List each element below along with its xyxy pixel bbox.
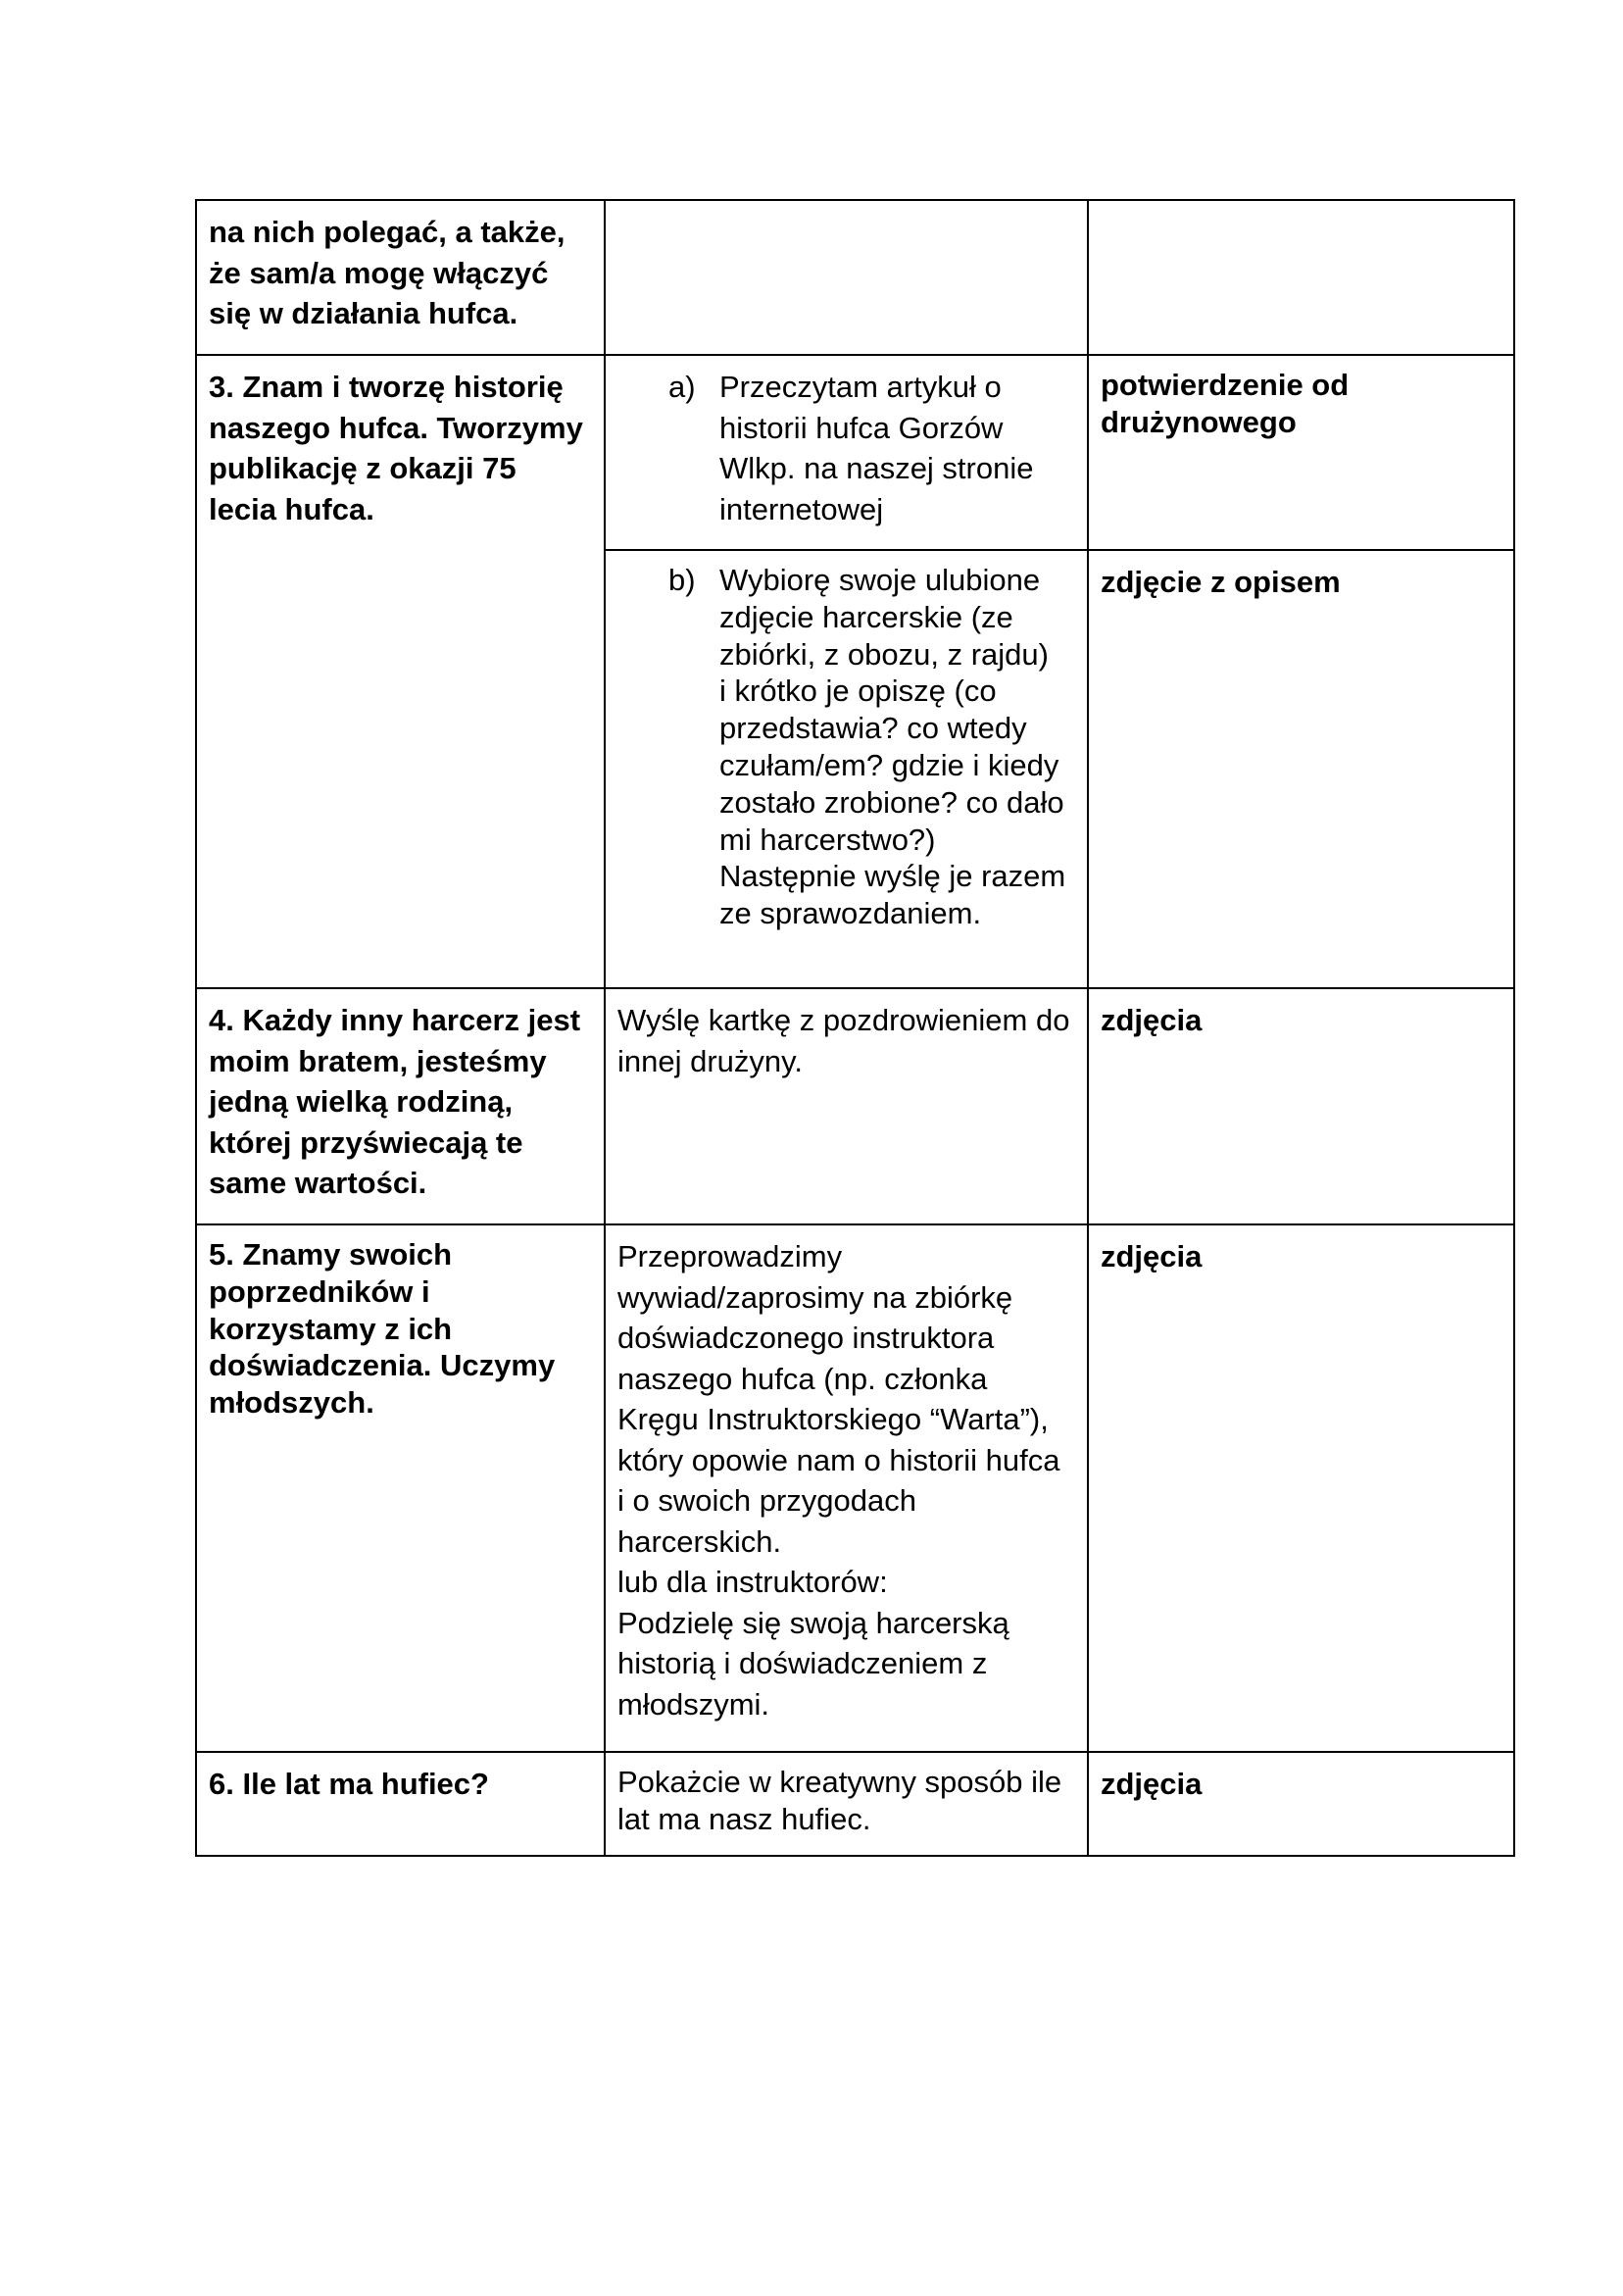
task-cell (605, 550, 1088, 988)
task-text: Przeprowadzimy (617, 1239, 843, 1273)
goal-cell (196, 200, 605, 355)
proof-cell (1088, 1752, 1514, 1856)
task-text: wywiad/zaprosimy na zbiórkę (617, 1279, 1013, 1315)
goal-text: jedną wielką rodziną, (209, 1084, 514, 1119)
proof-text: zdjęcie z opisem (1101, 565, 1341, 599)
goal-text: same wartości. (209, 1166, 427, 1200)
table-row (196, 200, 1514, 355)
goal-cell (196, 988, 605, 1224)
goal-text: poprzedników i (209, 1273, 430, 1309)
task-text: historii hufca Gorzów (719, 410, 1004, 445)
task-text: Przeczytam artykuł o (719, 370, 1002, 404)
table-row (196, 1224, 1514, 1752)
task-text: zostało zrobione? co dało (719, 784, 1064, 820)
goal-text: doświadczenia. Uczymy (209, 1348, 556, 1383)
task-text: doświadczonego instruktora (617, 1321, 995, 1355)
proof-text: drużynowego (1101, 404, 1297, 439)
goal-cell (196, 1224, 605, 1752)
table-row (196, 355, 1514, 550)
goal-cell (196, 355, 605, 988)
task-cell (605, 1752, 1088, 1856)
proof-cell (1088, 988, 1514, 1224)
goal-text: publikację z okazji 75 (209, 451, 516, 485)
task-text: zbiórki, z obozu, z rajdu) (719, 636, 1049, 672)
proof-cell (1088, 355, 1514, 550)
goal-text: 6. Ile lat ma hufiec? (209, 1767, 489, 1801)
proof-text: zdjęcia (1101, 1239, 1203, 1273)
goal-text: korzystamy z ich (209, 1311, 453, 1346)
option-letter: b) (668, 563, 696, 597)
task-text: młodszymi. (617, 1686, 770, 1722)
task-text: Wyślę kartkę z pozdrowieniem do (617, 1003, 1070, 1037)
table-row (196, 1752, 1514, 1856)
task-cell (605, 988, 1088, 1224)
task-text: zdjęcie harcerskie (ze (719, 599, 1013, 634)
task-cell (605, 200, 1088, 355)
task-text: naszego hufca (np. członka (617, 1361, 988, 1396)
task-text: historią i doświadczeniem z (617, 1646, 988, 1680)
proof-cell (1088, 1224, 1514, 1752)
task-option-a (617, 367, 1075, 529)
goal-text: młodszych. (209, 1385, 374, 1421)
goal-cell (196, 1752, 605, 1856)
task-text: Pokażcie w kreatywny sposób ile (617, 1765, 1062, 1799)
goal-text: 5. Znamy swoich (209, 1237, 453, 1272)
proof-cell (1088, 550, 1514, 988)
task-text: czułam/em? gdzie i kiedy (719, 747, 1059, 782)
task-text: lat ma nasz hufiec. (617, 1801, 871, 1836)
task-text: innej drużyny. (617, 1043, 803, 1078)
goal-text: lecia hufca. (209, 491, 374, 526)
task-text: Kręgu Instruktorskiego “Warta”), (617, 1402, 1049, 1436)
table-row (196, 988, 1514, 1224)
task-text: Podzielę się swoją harcerską (617, 1605, 1009, 1640)
task-text: przedstawia? co wtedy (719, 711, 1027, 746)
goal-text: się w działania hufca. (209, 296, 518, 330)
task-text: Wlkp. na naszej stronie (719, 451, 1034, 485)
goal-text: 3. Znam i tworzę historię (209, 370, 564, 404)
proof-text: zdjęcia (1101, 1003, 1203, 1037)
task-cell (605, 355, 1088, 550)
task-text: harcerskich. (617, 1523, 782, 1559)
goal-text: 4. Każdy inny harcerz jest (209, 1003, 581, 1037)
goal-text: której przyświecają te (209, 1124, 523, 1160)
task-text: ze sprawozdaniem. (719, 896, 982, 931)
option-letter: a) (668, 370, 696, 404)
task-text: lub dla instruktorów: (617, 1565, 888, 1599)
goal-text: moim bratem, jesteśmy (209, 1043, 547, 1078)
task-text: i o swoich przygodach (617, 1483, 916, 1518)
task-text: Wybiorę swoje ulubione (719, 563, 1041, 597)
goal-text: że sam/a mogę włączyć (209, 255, 549, 290)
activity-table (195, 199, 1515, 1857)
goal-text: naszego hufca. Tworzymy (209, 410, 583, 445)
proof-text: potwierdzenie od (1101, 368, 1350, 402)
goal-text: na nich polegać, a także, (209, 215, 566, 249)
proof-cell (1088, 200, 1514, 355)
task-text: mi harcerstwo?) (719, 822, 936, 857)
task-cell (605, 1224, 1088, 1752)
task-text: który opowie nam o historii hufca (617, 1442, 1060, 1477)
proof-text: zdjęcia (1101, 1767, 1203, 1801)
task-text: internetowej (719, 491, 884, 526)
task-text: i krótko je opiszę (co (719, 674, 997, 709)
task-option-b (617, 562, 1075, 932)
task-text: Następnie wyślę je razem (719, 859, 1066, 894)
